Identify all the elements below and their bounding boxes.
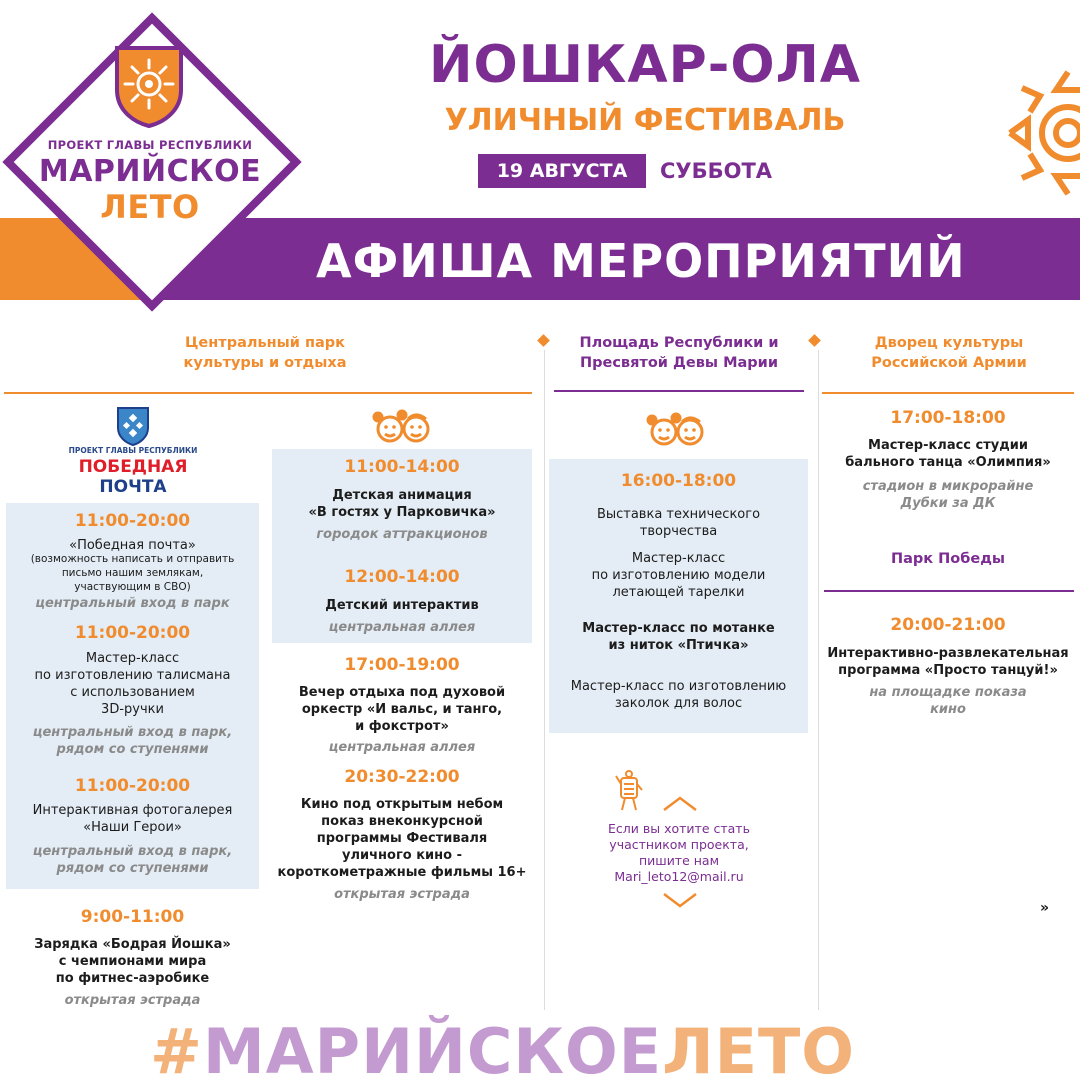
event-time: 11:00-20:00 [74,623,191,643]
event-title [262,796,542,881]
banner-title: АФИША МЕРОПРИЯТИЙ [316,234,966,288]
event-location-line: кино [930,702,966,717]
event-title [272,684,532,735]
event-time: 20:30-22:00 [344,767,460,787]
kids-faces-icon [646,408,708,448]
event-title-line: Детская анимация [332,488,472,503]
event-title-line: 3D-ручки [101,702,164,717]
event-location [6,724,259,758]
event-time: 11:00-20:00 [74,511,191,531]
event-title-line: бального танца «Олимпия» [845,455,1051,470]
date-badge: 19 АВГУСТА [478,154,646,188]
event-location-line: рядом со ступенями [56,742,209,757]
event-time: 12:00-14:00 [344,567,460,587]
event-title-line: по изготовлению модели [591,568,766,583]
venue-palace-line2: Российской Армии [871,355,1027,371]
event-title-line: Выставка технического [596,507,761,522]
event-note-line: участвующим в СВО) [74,581,191,593]
event-location-line: центральный вход в парк, [32,725,233,740]
event-title-line: оркестр «И вальс, и танго, [301,702,503,717]
event-title [549,678,808,712]
venue-palace [824,333,1074,373]
event-title-line: программы Фестиваля [316,831,488,846]
venue-central-park-line2: культуры и отдыха [183,355,347,371]
logo-name-line1: МАРИЙСКОЕ [38,154,262,189]
event-title-line: по фитнес-аэробике [55,971,210,986]
venue-square-line2: Пресвятой Девы Марии [579,355,778,371]
event-title [549,620,808,654]
event-location: открытая эстрада [334,887,470,902]
orange-diamond-icon [808,334,821,347]
stray-quote-mark: » [1040,900,1050,916]
event-title-line: «Наши Герои» [83,820,182,835]
event-note-line: (возможность написать и отправить [30,553,235,565]
event-location-line: стадион в микрорайне [862,479,1034,494]
event-title-line: Мастер-класс [85,651,180,666]
event-time: 20:00-21:00 [890,615,1006,635]
contact-line: участником проекта, [609,837,749,852]
event-title-line: летающей тарелки [612,585,745,600]
event-location-line: рядом со ступенями [56,861,209,876]
event-title-line: Интерактивно-развлекательная [827,646,1069,661]
event-location-line: на площадке показа [869,685,1027,700]
venue-square-line1: Площадь Республики и [579,335,779,351]
festival-mascot-icon [614,770,644,814]
event-title-line: по изготовлению талисмана [34,668,231,683]
event-title [6,936,259,987]
event-location: центральная аллея [328,740,476,755]
event-title [816,645,1080,679]
event-title-line: программа «Просто танцуй!» [838,663,1058,678]
event-location [822,684,1074,718]
event-location: центральная аллея [328,620,476,635]
pobednaya-pochta-word2: ПОЧТА [99,477,167,497]
venue-square [548,333,810,373]
event-title-line: уличного кино - [342,848,462,863]
logo-name-line2: ЛЕТО [100,188,200,226]
venue-central-park [140,333,390,373]
event-time: 11:00-14:00 [344,457,460,477]
pobednaya-pochta-word1: ПОБЕДНАЯ [78,457,188,477]
contact-email-link[interactable]: Mari_leto12@mail.ru [614,869,744,884]
contact-line: Если вы хотите стать [608,821,750,836]
sun-ornament-icon [1006,68,1080,198]
event-note-line: письмо нашим землякам, [61,567,204,579]
event-title-line: заколок для волос [614,696,743,711]
pobednaya-pochta-project: ПРОЕКТ ГЛАВЫ РЕСПУБЛИКИ [68,446,198,455]
event-title [549,506,808,540]
event-location [6,843,259,877]
event-title: Детский интерактив [325,598,479,613]
contact-line: пишите нам [638,853,720,868]
column-divider [818,350,819,1010]
event-location: открытая эстрада [64,993,201,1008]
event-title-line: Интерактивная фотогалерея [32,803,233,818]
event-location-line: Дубки за ДК [900,496,996,511]
palace-underline [822,392,1074,394]
event-time: 16:00-18:00 [620,471,737,491]
event-time: 9:00-11:00 [80,907,185,927]
event-note [6,552,259,594]
chevron-up-icon [660,796,700,812]
event-title: «Победная почта» [69,538,196,553]
event-title-line: с использованием [70,685,195,700]
event-time: 17:00-18:00 [890,408,1006,428]
event-title [822,437,1074,471]
event-title-line: Вечер отдыха под духовой [298,685,506,700]
event-title [6,650,259,718]
hashtag-part1: #МАРИЙСКОЕ [150,1015,663,1086]
victory-park-underline [824,590,1074,592]
event-location: центральный вход в парк [35,596,230,611]
event-title-line: и фокстрот» [355,719,449,734]
logo-sun-shield-icon [113,44,185,128]
event-location: городок аттракционов [316,527,488,542]
pobednaya-pochta-shield-icon [116,406,150,446]
weekday-label: СУББОТА [660,159,773,183]
venue-palace-line1: Дворец культуры [874,335,1024,351]
event-title-line: Кино под открытым небом [300,797,504,812]
event-title-line: Мастер-класс студии [868,438,1028,453]
event-title-line: из ниток «Птичка» [608,638,749,653]
hashtag-footer [150,1015,950,1086]
column-divider [544,350,545,1010]
event-title-line: короткометражные фильмы 16+ [277,865,527,880]
event-title-line: творчества [639,524,718,539]
event-time: 17:00-19:00 [344,655,460,675]
hashtag-part2: ЛЕТО [662,1015,855,1086]
square-underline [554,390,804,392]
event-title-line: Мастер-класс по мотанке [582,621,775,636]
event-location-line: центральный вход в парк, [32,844,233,859]
event-title-line: Мастер-класс по изготовлению [570,679,787,694]
logo-project-caption: ПРОЕКТ ГЛАВЫ РЕСПУБЛИКИ [47,138,253,152]
event-title-line: с чемпионами мира [58,954,207,969]
city-title: ЙОШКАР-ОЛА [428,35,862,95]
chevron-down-icon [660,892,700,908]
event-title-line: Мастер-класс [631,551,726,566]
event-title-line: показ внеконкурсной [321,814,483,829]
central-park-underline [4,392,532,394]
kids-faces-icon [372,405,434,445]
event-location [822,478,1074,512]
event-title [272,487,532,521]
event-title-line: «В гостях у Парковичка» [308,505,496,520]
event-time: 11:00-20:00 [74,776,191,796]
event-title [6,802,259,836]
event-title-line: Зарядка «Бодрая Йошка» [34,937,231,952]
event-title [549,550,808,601]
contact-invite [584,821,774,885]
venue-victory-park: Парк Победы [890,551,1006,567]
venue-central-park-line1: Центральный парк [184,335,346,351]
festival-title: УЛИЧНЫЙ ФЕСТИВАЛЬ [444,103,846,138]
